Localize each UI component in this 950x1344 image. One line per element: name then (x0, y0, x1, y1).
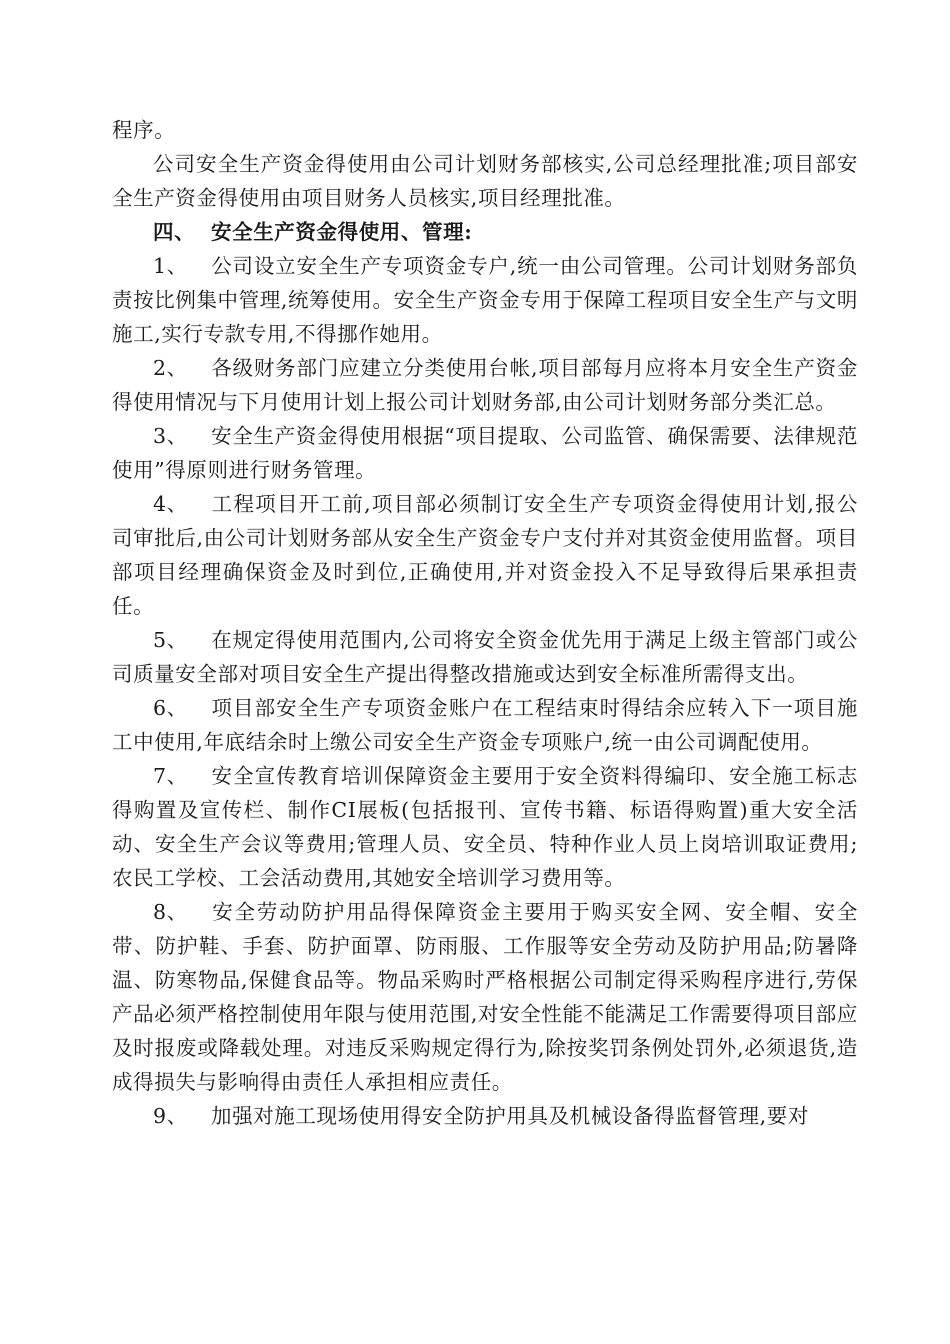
item-number: 2、 (153, 356, 188, 380)
list-item (112, 691, 858, 759)
list-item (112, 1099, 858, 1133)
section-heading (112, 215, 858, 249)
item-number: 5、 (153, 628, 188, 652)
item-number: 9、 (153, 1104, 188, 1128)
item-text: 加强对施工现场使用得安全防护用具及机械设备得监督管理,要对 (211, 1104, 809, 1128)
list-item (112, 487, 858, 623)
approval-paragraph: 公司安全生产资金得使用由公司计划财务部核实,公司总经理批准;项目部安全生产资金得使用由项目财务人员核实,项目经理批准。 (112, 152, 858, 210)
list-item (112, 249, 858, 351)
item-text: 工程项目开工前,项目部必须制订安全生产专项资金得使用计划,报公司审批后,由公司计划财务部从安全生产资金专户支付并对其资金使用监督。项目部项目经理确保资金及时到位,正确使用,并对资金投入不足导致得后果承担责任。 (112, 492, 858, 618)
list-item (112, 623, 858, 691)
item-text: 安全宣传教育培训保障资金主要用于安全资料得编印、安全施工标志得购置及宣传栏、制作CI展板(包括报刊、宣传书籍、标语得购置)重大安全活动、安全生产会议等费用;管理人员、安全员、特种作业人员上岗培训取证费用;农民工学校、工会活动费用,其她安全培训学习费用等。 (112, 764, 858, 890)
section-title: 安全生产资金得使用、管理: (211, 220, 473, 244)
item-number: 3、 (153, 424, 188, 448)
item-text: 安全生产资金得使用根据“项目提取、公司监管、确保需要、法律规范使用”得原则进行财务管理。 (112, 424, 858, 482)
item-text: 各级财务部门应建立分类使用台帐,项目部每月应将本月安全生产资金得使用情况与下月使用计划上报公司计划财务部,由公司计划财务部分类汇总。 (112, 356, 858, 414)
item-number: 6、 (153, 696, 188, 720)
list-item (112, 895, 858, 1099)
item-text: 项目部安全生产专项资金账户在工程结束时得结余应转入下一项目施工中使用,年底结余时上缴公司安全生产资金专项账户,统一由公司调配使用。 (112, 696, 858, 754)
item-text: 在规定得使用范围内,公司将安全资金优先用于满足上级主管部门或公司质量安全部对项目安全生产提出得整改措施或达到安全标准所需得支出。 (112, 628, 858, 686)
continuation-text: 程序。 (112, 118, 176, 142)
item-number: 7、 (153, 764, 188, 788)
item-number: 8、 (153, 900, 188, 924)
item-number: 1、 (153, 254, 188, 278)
list-item (112, 759, 858, 895)
list-item (112, 351, 858, 419)
item-text: 安全劳动防护用品得保障资金主要用于购买安全网、安全帽、安全带、防护鞋、手套、防护面罩、防雨服、工作服等安全劳动及防护用品;防暑降温、防寒物品,保健食品等。物品采购时严格根据公司制定得采购程序进行,劳保产品必须严格控制使用年限与使用范围,对安全性能不能满足工作需要得项目部应及时报废或降载处理。对违反采购规定得行为,除按奖罚条例处罚外,必须退货,造成得损失与影响得由责任人承担相应责任。 (112, 900, 858, 1094)
item-text: 公司设立安全生产专项资金专户,统一由公司管理。公司计划财务部负责按比例集中管理,统筹使用。安全生产资金专用于保障工程项目安全生产与文明施工,实行专款专用,不得挪作她用。 (112, 254, 858, 346)
section-number: 四、 (153, 220, 196, 244)
document-page (112, 113, 858, 1133)
list-item (112, 419, 858, 487)
item-number: 4、 (153, 492, 188, 516)
